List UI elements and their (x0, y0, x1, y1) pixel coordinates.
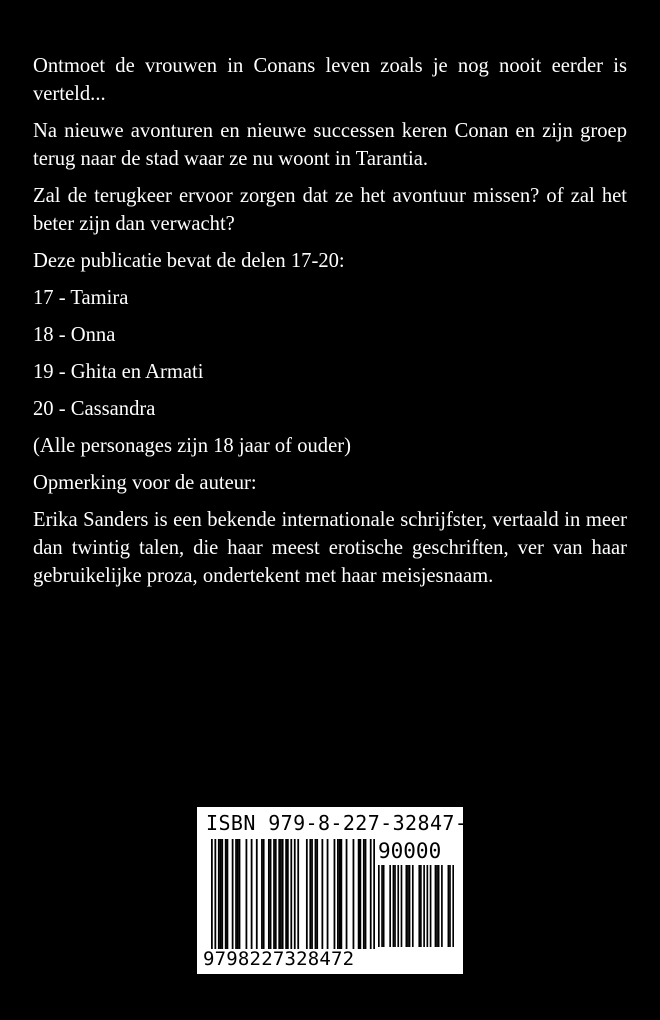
addon-bar (438, 865, 440, 947)
addon-bar (452, 865, 454, 947)
addon-bar (418, 865, 420, 947)
barcode-bar (370, 839, 372, 949)
barcode-bar (359, 839, 361, 949)
barcode-bar (309, 839, 311, 949)
barcode-bar (235, 839, 237, 949)
age-disclaimer: (Alle personages zijn 18 jaar of ouder) (33, 435, 351, 457)
barcode-bar (268, 839, 270, 949)
barcode-bar (327, 839, 329, 949)
barcode-bar (285, 839, 287, 949)
addon-bar (393, 865, 395, 947)
part-item-18: 18 - Onna (33, 324, 116, 346)
barcode-bar (321, 839, 323, 949)
addon-bars (378, 865, 454, 947)
barcode-bar (237, 839, 239, 949)
barcode-bar (273, 839, 275, 949)
addon-bar (378, 865, 380, 947)
barcode-bar (334, 839, 336, 949)
barcode-bar (311, 839, 313, 949)
intro-paragraph: Ontmoet de vrouwen in Conans leven zoals je nog nooit eerder is verteld... (33, 55, 627, 105)
addon-bar (401, 865, 403, 947)
author-bio: Erika Sanders is een bekende internationale schrijfster, vertaald in meer dan twintig talen, die haar meest erotische geschriften, ver van haar gebruikelijke proza, ondertekent met haar meisjesnaam. (33, 509, 627, 587)
addon-bar (448, 865, 450, 947)
contents-heading: Deze publicatie bevat de delen 17-20: (33, 250, 345, 272)
addon-bar (407, 865, 409, 947)
author-note-heading: Opmerking voor de auteur: (33, 472, 257, 494)
barcode-bar (270, 839, 272, 949)
part-item-20: 20 - Cassandra (33, 398, 156, 420)
barcode-bar (363, 839, 365, 949)
barcode-bar (278, 839, 280, 949)
barcode-bar (251, 839, 253, 949)
addon-bar (423, 865, 425, 947)
addon-bar (412, 865, 414, 947)
barcode-bar (340, 839, 342, 949)
barcode-bar (221, 839, 223, 949)
price-code: 90000 (378, 839, 442, 863)
ean-digits: 9798227328472 (203, 948, 355, 970)
barcode-bar (211, 839, 213, 949)
barcode-bar (239, 839, 241, 949)
barcode-bar (280, 839, 282, 949)
barcode-bar (261, 839, 263, 949)
addon-bar (449, 865, 451, 947)
plot-paragraph: Na nieuwe avonturen en nieuwe successen keren Conan en zijn groep terug naar de stad waar ze nu woont in Tarantia. (33, 120, 627, 170)
barcode-bar (220, 839, 222, 949)
part-item-19: 19 - Ghita en Armati (33, 361, 204, 383)
isbn-barcode (197, 807, 480, 974)
barcode-bar (232, 839, 234, 949)
barcode-bar (290, 839, 292, 949)
barcode-bar (294, 839, 296, 949)
barcode-bar (218, 839, 220, 949)
addon-bar (409, 865, 411, 947)
barcode-bar (346, 839, 348, 949)
barcode-bar (315, 839, 317, 949)
addon-bar (441, 865, 443, 947)
barcode-bar (337, 839, 339, 949)
barcode-bar (316, 839, 318, 949)
back-cover-text (33, 52, 627, 599)
part-item-17: 17 - Tamira (33, 287, 129, 309)
ean13-bars (211, 839, 375, 949)
addon-bar (394, 865, 396, 947)
barcode-bar (306, 839, 308, 949)
addon-bar (397, 865, 399, 947)
barcode-bar (365, 839, 367, 949)
barcode-bar (246, 839, 248, 949)
barcode-bar (275, 839, 277, 949)
barcode-bar (287, 839, 289, 949)
addon-bar (420, 865, 422, 947)
barcode-bar (297, 839, 299, 949)
addon-bar (381, 865, 383, 947)
barcode-bar (214, 839, 216, 949)
addon-bar (435, 865, 437, 947)
barcode-bar (227, 839, 229, 949)
addon-bar (436, 865, 438, 947)
addon-bar (430, 865, 432, 947)
barcode-bar (225, 839, 227, 949)
addon-bar (427, 865, 429, 947)
addon-bar (383, 865, 385, 947)
barcode-bar (353, 839, 355, 949)
addon-bar (389, 865, 391, 947)
barcode-bar (282, 839, 284, 949)
barcode-bar (256, 839, 258, 949)
barcode-bar (263, 839, 265, 949)
barcode-bar (358, 839, 360, 949)
barcode-bar (373, 839, 375, 949)
addon-bar (405, 865, 407, 947)
question-paragraph: Zal de terugkeer ervoor zorgen dat ze het avontuur missen? of zal het beter zijn dan verwacht? (33, 185, 627, 235)
isbn-label: ISBN 979-8-227-32847-2 (206, 811, 480, 835)
barcode-bar (339, 839, 341, 949)
